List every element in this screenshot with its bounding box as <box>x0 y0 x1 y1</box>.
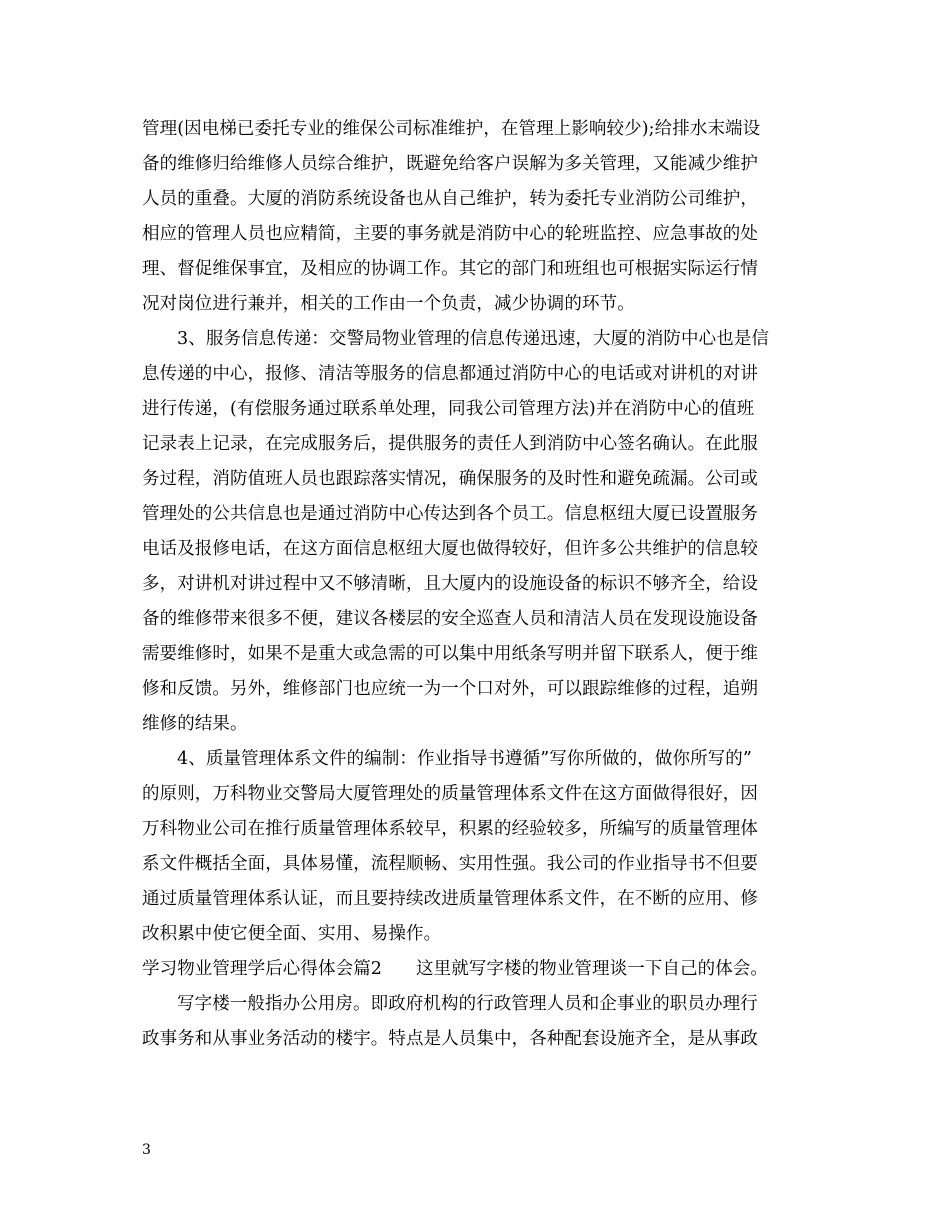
text-line: 系文件概括全面，具体易懂，流程顺畅、实用性强。我公司的作业指导书不但要 <box>142 854 758 874</box>
text-line: 电话及报修电话，在这方面信息枢纽大厦也做得较好，但许多公共维护的信息较 <box>142 539 758 559</box>
text-line: 的原则，万科物业交警局大厦管理处的质量管理体系文件在这方面做得很好，因 <box>142 784 758 804</box>
text-line: 备的维修归给维修人员综合维护，既避免给客户误解为多关管理，又能减少维护 <box>142 154 758 174</box>
text-line: 管理(因电梯已委托专业的维保公司标准维护，在管理上影响较少);给排水末端设 <box>142 119 761 139</box>
text-line: 进行传递，(有偿服务通过联系单处理，同我公司管理方法)并在消防中心的值班 <box>142 399 755 419</box>
text-line: 需要维修时，如果不是重大或急需的可以集中用纸条写明并留下联系人，便于维 <box>142 644 758 664</box>
text-line: 记录表上记录，在完成服务后，提供服务的责任人到消防中心签名确认。在此服 <box>142 434 758 454</box>
text-line: 政事务和从事业务活动的楼宇。特点是人员集中，各种配套设施齐全，是从事政 <box>142 1029 758 1049</box>
text-line: 通过质量管理体系认证，而且要持续改进质量管理体系文件，在不断的应用、修 <box>142 889 758 909</box>
text-line: 改积累中使它便全面、实用、易操作。 <box>142 924 442 944</box>
text-line: 维修的结果。 <box>142 714 248 734</box>
text-line: 人员的重叠。大厦的消防系统设备也从自己维护，转为委托专业消防公司维护， <box>142 189 758 209</box>
text-line: 息传递的中心，报修、清洁等服务的信息都通过消防中心的电话或对讲机的对讲 <box>142 364 758 384</box>
text-line: 万科物业公司在推行质量管理体系较早，积累的经验较多，所编写的质量管理体 <box>142 819 758 839</box>
text-line: 况对岗位进行兼并，相关的工作由一个负责，减少协调的环节。 <box>142 294 635 314</box>
text-line: 相应的管理人员也应精简，主要的事务就是消防中心的轮班监控、应急事故的处 <box>142 224 758 244</box>
text-line: 修和反馈。另外，维修部门也应统一为一个口对外，可以跟踪维修的过程，追朔 <box>142 679 758 699</box>
paragraph-first-line: 写字楼一般指办公用房。即政府机构的行政管理人员和企事业的职员办理行 <box>177 994 758 1014</box>
text-line: 务过程，消防值班人员也跟踪落实情况，确保服务的及时性和避免疏漏。公司或 <box>142 469 758 489</box>
text-line: 理、督促维保事宜，及相应的协调工作。其它的部门和班组也可根据实际运行情 <box>142 259 758 279</box>
paragraph-4-first-line: 4、质量管理体系文件的编制：作业指导书遵循”写你所做的，做你所写的” <box>177 749 752 769</box>
text-line: 备的维修带来很多不便，建议各楼层的安全巡查人员和清洁人员在发现设施设备 <box>142 609 758 629</box>
page-number: 3 <box>142 1142 151 1158</box>
section-heading-line: 学习物业管理学后心得体会篇2 这里就写字楼的物业管理谈一下自己的体会。 <box>142 959 769 979</box>
paragraph-3-first-line: 3、服务信息传递：交警局物业管理的信息传递迅速，大厦的消防中心也是信 <box>177 329 770 349</box>
text-line: 管理处的公共信息也是通过消防中心传达到各个员工。信息枢纽大厦已设置服务 <box>142 504 758 524</box>
text-line: 多，对讲机对讲过程中又不够清晰，且大厦内的设施设备的标识不够齐全，给设 <box>142 574 758 594</box>
